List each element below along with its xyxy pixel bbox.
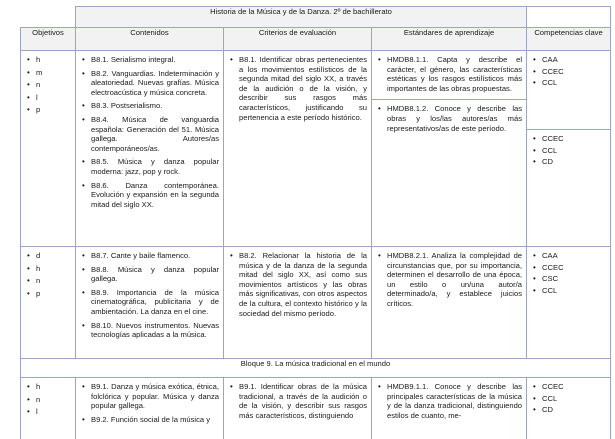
objetivos-cell	[21, 378, 76, 439]
table-title: Historia de la Música y de la Danza. 2º de bachillerato	[76, 7, 527, 28]
list-item: • CCEC	[533, 67, 606, 77]
list-item: • CCEC	[533, 263, 606, 273]
list-item: • h	[27, 55, 71, 65]
list-item: • B8.5. Música y danza popular moderna: jazz, pop y rock.	[82, 157, 219, 176]
list-item: • HMDB8.1.2. Conoce y describe las obras y los/las autores/as más representativos/as de este período.	[378, 104, 522, 133]
list-item: • HMDB8.2.1. Analiza la complejidad de circunstancias que, por su importancia, determinen el desarrollo de una época, un estilo o un/una autor/a determinado/a, y establece juicios críticos.	[378, 251, 522, 309]
list-item: • B8.7. Cante y baile flamenco.	[82, 251, 219, 261]
table-row	[21, 247, 611, 359]
empty-corner-cell	[21, 7, 76, 28]
table-row	[21, 378, 611, 439]
list-item: • CAA	[533, 55, 606, 65]
list-item: • n	[27, 276, 71, 286]
list-item: • p	[27, 105, 71, 115]
list-item: • n	[27, 395, 71, 405]
list-item: • CD	[533, 405, 606, 415]
competencias-cell	[527, 247, 611, 359]
competencias-cell	[527, 51, 611, 247]
list-item: • CAA	[533, 251, 606, 261]
empty-title-cell	[527, 7, 611, 28]
contenidos-cell	[76, 378, 224, 439]
competencias-cell	[527, 378, 611, 439]
list-item: • B8.8. Música y danza popular gallega.	[82, 265, 219, 284]
list-item: • B9.1. Danza y música exótica, étnica, folclórica y popular. Música y danza popular gallega.	[82, 382, 219, 411]
list-item: • CCEC	[533, 134, 606, 144]
list-item: • B8.3. Postserialismo.	[82, 101, 219, 111]
list-item: • CCL	[533, 146, 606, 156]
list-item: • CCL	[533, 78, 606, 88]
objetivos-cell	[21, 51, 76, 247]
list-item: • HMDB9.1.1. Conoce y describe las principales características de la música y de la danza tradicional, distinguiendo estilos de cuanto, me-	[378, 382, 522, 420]
section-heading: Bloque 9. La música tradicional en el mundo	[21, 359, 611, 378]
header-criterios: Criterios de evaluación	[224, 28, 372, 51]
list-item: • B8.1. Serialismo integral.	[82, 55, 219, 65]
contenidos-cell	[76, 51, 224, 247]
contenidos-cell	[76, 247, 224, 359]
list-item: • l	[27, 93, 71, 103]
criterios-cell	[224, 51, 372, 247]
curriculum-table	[20, 6, 611, 439]
list-item: • B8.2. Vanguardias. Indeterminación y aleatoriedad. Nuevas grafías. Música electroacústica y música concreta.	[82, 69, 219, 98]
list-item: • CCL	[533, 286, 606, 296]
list-item: • l	[27, 407, 71, 417]
list-item: • h	[27, 382, 71, 392]
list-item: • p	[27, 289, 71, 299]
list-item: • CCEC	[533, 382, 606, 392]
list-item: • n	[27, 80, 71, 90]
header-objetivos: Objetivos	[21, 28, 76, 51]
list-item: • B8.6. Danza contemporánea. Evolución y expansión en la segunda mitad del siglo XX.	[82, 181, 219, 210]
list-item: • B8.10. Nuevos instrumentos. Nuevas tecnologías aplicadas a la música.	[82, 321, 219, 340]
criterios-cell	[224, 378, 372, 439]
list-item: • CSC	[533, 274, 606, 284]
list-item: • h	[27, 264, 71, 274]
list-item: • HMDB8.1.1. Capta y describe el carácter, el género, las características estéticas y los rasgos estilísticos más importantes de las obras propuestas.	[378, 55, 522, 93]
list-item: • B8.4. Música de vanguardia española: Generación del 51. Música gallega. Autores/as contemporáneos/as.	[82, 115, 219, 153]
table-row	[21, 51, 611, 247]
list-item: • d	[27, 251, 71, 261]
estandares-cell	[372, 247, 527, 359]
estandares-cell	[372, 51, 527, 247]
header-estandares: Estándares de aprendizaje	[372, 28, 527, 51]
objetivos-cell	[21, 247, 76, 359]
estandares-cell	[372, 378, 527, 439]
list-item: • B9.2. Función social de la música y	[82, 415, 219, 425]
header-contenidos: Contenidos	[76, 28, 224, 51]
list-item: • m	[27, 68, 71, 78]
list-item: • B9.1. Identificar obras de la música tradicional, a través de la audición o de la visión, y describir sus rasgos más característicos, distinguiendo	[230, 382, 367, 420]
criterios-cell	[224, 247, 372, 359]
list-item: • CD	[533, 157, 606, 167]
list-item: • B8.1. Identificar obras pertenecientes a los movimientos estilísticos de la segunda mitad del siglo XX, a través de la audición o de la visión, y describir sus rasgos más característicos, justificando su pertenencia a este período histórico.	[230, 55, 367, 122]
list-item: • CCL	[533, 394, 606, 404]
list-item: • B8.9. Importancia de la música cinematográfica, publicitaria y de ambientación. La danza en el cine.	[82, 288, 219, 317]
list-item: • B8.2. Relacionar la historia de la música y de la danza de la segunda mitad del siglo XX, así como sus movimientos artísticos y las obras más significativas, con otros aspectos de la cultura, el contexto histórico y la sociedad del mismo período.	[230, 251, 367, 318]
header-competencias: Competencias clave	[527, 28, 611, 51]
